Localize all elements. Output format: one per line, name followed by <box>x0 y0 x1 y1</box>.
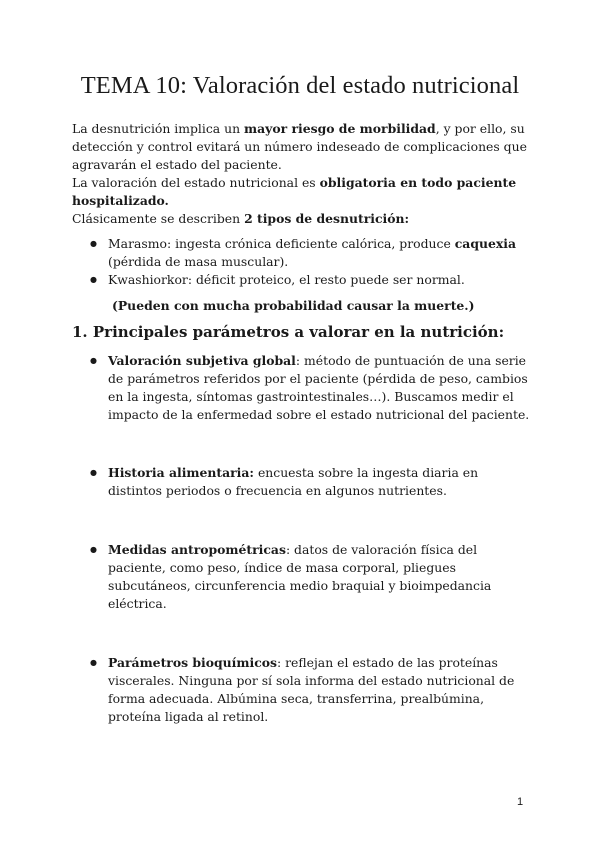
list-item-parameter <box>90 352 530 424</box>
list-item-marasmo: ● Marasmo: ingesta crónica deficiente calórica, produce caquexia (pérdida de masa muscular). <box>90 236 517 269</box>
parameter-description: : método de puntuación de una serie de parámetros referidos por el paciente (pérdida de peso, cambios en la ingesta, síntomas gastrointestinales…). Buscamos medir el impacto de la enfermedad sobre el estado nutricional del paciente. <box>108 353 530 422</box>
emphasis-types: 2 tipos de desnutrición: <box>244 211 410 226</box>
bullet-icon: ● <box>90 658 97 667</box>
emphasis-mandatory: obligatoria en todo paciente hospitalizado. <box>72 175 517 208</box>
parameter-description: : datos de valoración física del paciente, como peso, índice de masa corporal, pliegues subcutáneos, circunferencia medio braquial y bioimpedancia eléctrica. <box>108 542 492 611</box>
mortality-note: (Pueden con mucha probabilidad causar la muerte.) <box>112 298 475 313</box>
page-number: 1 <box>517 796 524 808</box>
list-item-parameter <box>90 464 530 500</box>
intro-paragraph-3: Clásicamente se describen 2 tipos de desnutrición: <box>72 211 410 226</box>
parameter-term: Parámetros bioquímicos <box>108 655 277 670</box>
bullet-icon: ● <box>90 468 97 477</box>
malnutrition-types-list <box>90 235 530 289</box>
bullet-icon: ● <box>90 275 97 284</box>
bullet-icon: ● <box>90 239 97 248</box>
list-item-parameter <box>90 654 530 726</box>
intro-paragraph-1: La desnutrición implica un mayor riesgo de morbilidad, y por ello, su detección y control evitará un número indeseado de complicaciones que agravarán el estado del paciente. <box>72 121 527 172</box>
section-heading: 1. Principales parámetros a valorar en la nutrición: <box>72 323 505 341</box>
parameter-term: Valoración subjetiva global <box>108 353 296 368</box>
bullet-icon: ● <box>90 545 97 554</box>
parameter-term: Historia alimentaria: <box>108 465 254 480</box>
page-title: TEMA 10: Valoración del estado nutricional <box>80 72 520 99</box>
list-item-parameter <box>90 541 530 613</box>
parameters-list <box>90 352 530 726</box>
parameter-term: Medidas antropométricas <box>108 542 286 557</box>
intro-paragraph-2: La valoración del estado nutricional es obligatoria en todo paciente hospitalizado. <box>72 175 517 208</box>
list-item-kwashiorkor: ● Kwashiorkor: déficit proteico, el resto puede ser normal. <box>90 272 465 287</box>
intro-block <box>72 120 542 228</box>
parameter-description: : reflejan el estado de las proteínas viscerales. Ninguna por sí sola informa del estado nutricional de forma adecuada. Albúmina seca, transferrina, prealbúmina, proteína ligada al retinol. <box>108 655 515 724</box>
parameter-description: encuesta sobre la ingesta diaria en distintos periodos o frecuencia en algunos nutrientes. <box>108 465 479 498</box>
bullet-icon: ● <box>90 356 97 365</box>
emphasis-caquexia: caquexia <box>454 236 517 251</box>
emphasis-morbidity: mayor riesgo de morbilidad <box>244 121 436 136</box>
